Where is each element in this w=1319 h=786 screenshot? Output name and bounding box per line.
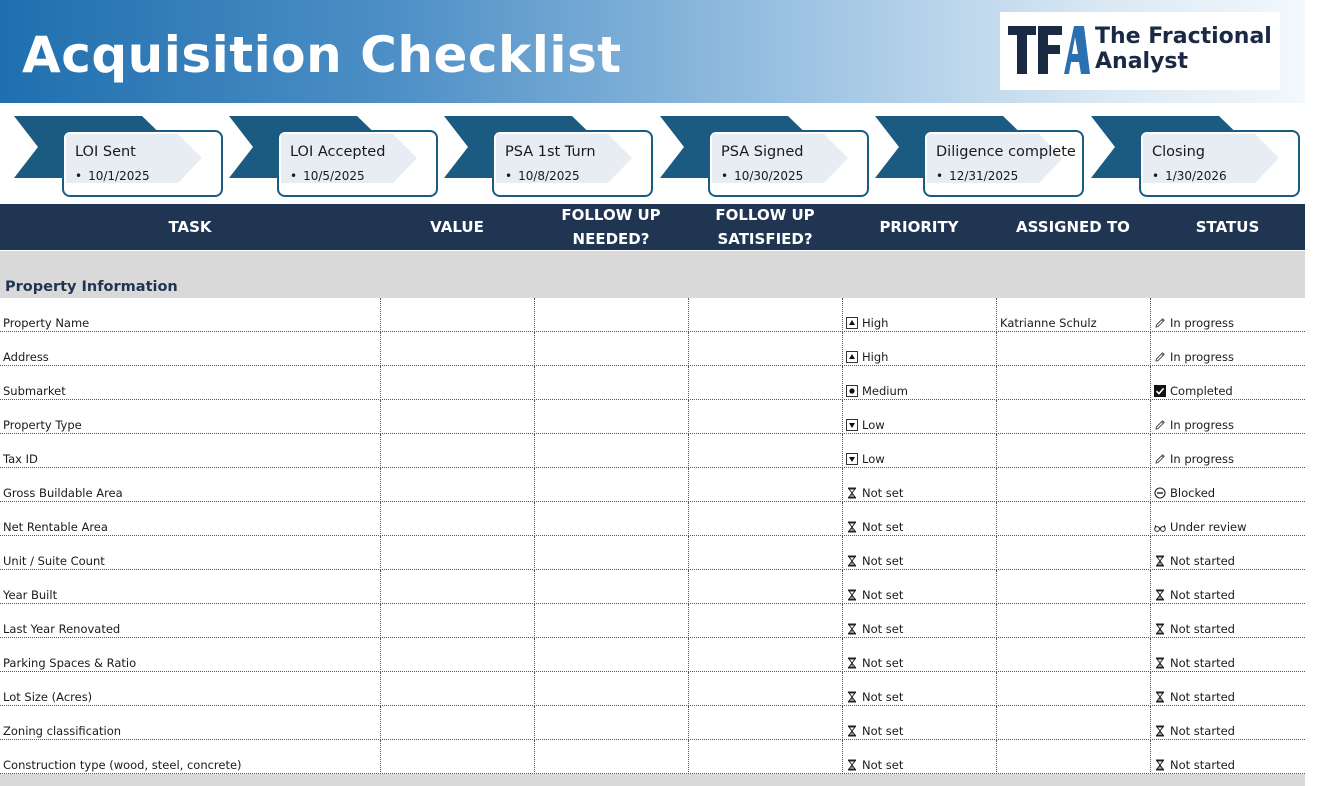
cell-followup-needed[interactable] (534, 400, 688, 434)
cell-followup-satisfied[interactable] (688, 672, 842, 706)
cell-task[interactable] (0, 502, 380, 536)
cell-text (1154, 350, 1234, 364)
column-header-line: NEEDED? (572, 230, 650, 248)
cell-text (846, 316, 888, 330)
hourglass-icon (846, 725, 858, 737)
cell-text (846, 690, 903, 704)
cell-value[interactable] (380, 706, 534, 740)
cell-text (846, 520, 903, 534)
cell-value: Property Name (3, 316, 90, 330)
table-row (0, 468, 1305, 502)
cell-task[interactable] (0, 332, 380, 366)
cell-priority[interactable] (842, 298, 996, 332)
cell-followup-needed[interactable] (534, 672, 688, 706)
milestone-label: LOI Accepted (290, 144, 386, 160)
cell-value: Gross Buildable Area (3, 486, 123, 500)
hourglass-icon (846, 623, 858, 635)
hourglass-icon (1154, 589, 1166, 601)
cell-followup-satisfied[interactable] (688, 502, 842, 536)
column-header-task[interactable]: TASK (168, 218, 212, 236)
cell-value: Not started (1170, 690, 1235, 704)
column-header-priority[interactable]: PRIORITY (879, 218, 959, 236)
cell-followup-satisfied[interactable] (688, 740, 842, 774)
cell-text (846, 350, 888, 364)
column-header-assigned-to[interactable]: ASSIGNED TO (1016, 218, 1130, 236)
cell-text (3, 588, 57, 602)
hourglass-icon (846, 555, 858, 567)
milestone-date: • 10/8/2025 (505, 169, 580, 183)
cell-status[interactable] (1150, 672, 1305, 706)
cell-value[interactable] (380, 468, 534, 502)
hourglass-icon (846, 521, 858, 533)
cell-text (1154, 418, 1234, 432)
cell-value: Blocked (1170, 486, 1216, 500)
cell-text (846, 486, 903, 500)
cell-value: Submarket (3, 384, 66, 398)
cell-followup-needed[interactable] (534, 434, 688, 468)
cell-value: In progress (1170, 452, 1234, 466)
milestone-closing (1077, 110, 1292, 202)
cell-text (3, 724, 121, 738)
cell-followup-needed[interactable] (534, 536, 688, 570)
cell-value: Not started (1170, 622, 1235, 636)
cell-status[interactable] (1150, 536, 1305, 570)
cell-assigned[interactable] (996, 740, 1150, 774)
cell-value: Under review (1170, 520, 1247, 534)
cell-priority[interactable] (842, 400, 996, 434)
cell-assigned[interactable] (996, 604, 1150, 638)
cell-status[interactable] (1150, 740, 1305, 774)
cell-followup-satisfied[interactable] (688, 366, 842, 400)
cell-followup-satisfied[interactable] (688, 434, 842, 468)
cell-text (846, 758, 903, 772)
cell-text (1154, 758, 1235, 772)
table-row (0, 434, 1305, 468)
hourglass-icon (1154, 725, 1166, 737)
milestone-card (62, 130, 223, 197)
glasses-icon (1154, 522, 1166, 534)
cell-priority[interactable] (842, 672, 996, 706)
cell-value[interactable] (380, 740, 534, 774)
hourglass-icon (846, 589, 858, 601)
milestone-label: PSA Signed (721, 144, 804, 160)
cell-priority[interactable] (842, 502, 996, 536)
table-row (0, 740, 1305, 774)
column-header-line: FOLLOW UP (561, 206, 661, 224)
cell-status[interactable] (1150, 400, 1305, 434)
cell-assigned[interactable] (996, 536, 1150, 570)
milestone-psa-1st-turn (430, 110, 645, 202)
hourglass-icon (846, 691, 858, 703)
cell-text (3, 350, 49, 364)
cell-text (1154, 588, 1235, 602)
cell-text (1154, 690, 1235, 704)
cell-followup-needed[interactable] (534, 740, 688, 774)
table-row (0, 400, 1305, 434)
cell-followup-satisfied[interactable] (688, 706, 842, 740)
column-header-line: SATISFIED? (717, 230, 813, 248)
cell-value: Not started (1170, 724, 1235, 738)
cell-task[interactable] (0, 672, 380, 706)
cell-value: Construction type (wood, steel, concrete) (3, 758, 242, 772)
cell-followup-satisfied[interactable] (688, 570, 842, 604)
table-row (0, 672, 1305, 706)
cell-status[interactable] (1150, 434, 1305, 468)
cell-text (1154, 486, 1215, 500)
cell-priority[interactable] (842, 706, 996, 740)
cell-text (1000, 316, 1097, 330)
column-header-line: FOLLOW UP (715, 206, 815, 224)
cell-value: Not set (862, 554, 904, 568)
pencil-icon (1154, 453, 1166, 465)
cell-text (3, 418, 82, 432)
cell-text (3, 520, 108, 534)
hourglass-icon (846, 759, 858, 771)
cell-value[interactable] (380, 434, 534, 468)
hourglass-icon (846, 657, 858, 669)
cell-priority[interactable] (842, 604, 996, 638)
checkbox-icon (1154, 385, 1166, 397)
cell-priority[interactable] (842, 332, 996, 366)
cell-followup-satisfied[interactable] (688, 536, 842, 570)
cell-text (3, 758, 242, 772)
cell-value: Not set (862, 486, 904, 500)
cell-value: Completed (1170, 384, 1233, 398)
hourglass-icon (846, 487, 858, 499)
cell-followup-satisfied[interactable] (688, 468, 842, 502)
logo-line-1: The Fractional (1095, 24, 1272, 49)
cell-assigned[interactable] (996, 570, 1150, 604)
cell-status[interactable] (1150, 332, 1305, 366)
milestone-label: LOI Sent (75, 144, 136, 160)
cell-value: Katrianne Schulz (1000, 316, 1097, 330)
cell-value: Not set (862, 588, 904, 602)
cell-followup-needed[interactable] (534, 570, 688, 604)
cell-text (3, 384, 66, 398)
cell-text (1154, 554, 1235, 568)
cell-value: High (862, 350, 889, 364)
milestone-loi-accepted (215, 110, 430, 202)
cell-assigned[interactable] (996, 434, 1150, 468)
cell-text (1154, 656, 1235, 670)
cell-priority[interactable] (842, 740, 996, 774)
cell-followup-satisfied[interactable] (688, 400, 842, 434)
cell-value: Not set (862, 656, 904, 670)
hourglass-icon (1154, 691, 1166, 703)
cell-task[interactable] (0, 638, 380, 672)
cell-text (846, 452, 885, 466)
cell-followup-satisfied[interactable] (688, 638, 842, 672)
cell-value[interactable] (380, 570, 534, 604)
hourglass-icon (1154, 759, 1166, 771)
cell-followup-needed[interactable] (534, 298, 688, 332)
milestone-date: • 10/5/2025 (290, 169, 365, 183)
cell-status[interactable] (1150, 570, 1305, 604)
milestone-card (708, 130, 869, 197)
table-header (0, 204, 1305, 250)
milestone-date: • 1/30/2026 (1152, 169, 1227, 183)
cell-value: In progress (1170, 418, 1234, 432)
table-row (0, 706, 1305, 740)
milestone-diligence-complete (861, 110, 1076, 202)
section-header (0, 251, 1305, 298)
milestone-timeline (0, 110, 1305, 202)
cell-assigned[interactable] (996, 468, 1150, 502)
cell-assigned[interactable] (996, 298, 1150, 332)
cell-priority[interactable] (842, 434, 996, 468)
column-header-value[interactable]: VALUE (430, 218, 484, 236)
cell-value[interactable] (380, 502, 534, 536)
cell-value: Unit / Suite Count (3, 554, 105, 568)
cell-value: Medium (862, 384, 908, 398)
cell-value: In progress (1170, 316, 1234, 330)
logo-line-2: Analyst (1095, 49, 1189, 74)
cell-task[interactable] (0, 740, 380, 774)
section-title[interactable]: Property Information (5, 279, 178, 295)
table-row (0, 502, 1305, 536)
cell-text (3, 690, 92, 704)
arrow-down-icon (846, 453, 858, 465)
cell-followup-needed[interactable] (534, 502, 688, 536)
cell-text (846, 418, 885, 432)
cell-priority[interactable] (842, 570, 996, 604)
cell-text (1154, 452, 1234, 466)
dot-icon (846, 385, 858, 397)
title-banner (0, 0, 1305, 103)
cell-value: Address (3, 350, 49, 364)
cell-assigned[interactable] (996, 672, 1150, 706)
cell-assigned[interactable] (996, 706, 1150, 740)
cell-task[interactable] (0, 434, 380, 468)
cell-followup-needed[interactable] (534, 604, 688, 638)
milestone-loi-sent (0, 110, 215, 202)
table-row (0, 298, 1305, 332)
cell-value: Net Rentable Area (3, 520, 108, 534)
tfa-logo-icon (1006, 24, 1090, 76)
column-header-followup-needed[interactable] (534, 204, 688, 250)
milestone-card (1139, 130, 1300, 197)
cell-value[interactable] (380, 604, 534, 638)
pencil-icon (1154, 419, 1166, 431)
blocked-icon (1154, 487, 1166, 499)
cell-text (3, 656, 136, 670)
cell-text (1154, 622, 1235, 636)
cell-followup-needed[interactable] (534, 638, 688, 672)
cell-value[interactable] (380, 298, 534, 332)
milestone-card (923, 130, 1084, 197)
milestone-psa-signed (646, 110, 861, 202)
cell-value[interactable] (380, 400, 534, 434)
cell-priority[interactable] (842, 468, 996, 502)
cell-value: Year Built (3, 588, 58, 602)
cell-status[interactable] (1150, 502, 1305, 536)
next-section-strip (0, 774, 1305, 786)
cell-followup-satisfied[interactable] (688, 604, 842, 638)
milestone-label: PSA 1st Turn (505, 144, 596, 160)
milestone-label: Diligence complete (936, 144, 1076, 160)
table-row (0, 570, 1305, 604)
milestone-card (492, 130, 653, 197)
milestone-label: Closing (1152, 144, 1206, 160)
cell-assigned[interactable] (996, 332, 1150, 366)
cell-value: Property Type (3, 418, 82, 432)
cell-value: Not set (862, 758, 904, 772)
table-row (0, 332, 1305, 366)
cell-value[interactable] (380, 638, 534, 672)
hourglass-icon (1154, 623, 1166, 635)
arrow-up-icon (846, 351, 858, 363)
pencil-icon (1154, 317, 1166, 329)
cell-followup-satisfied[interactable] (688, 332, 842, 366)
cell-value: Zoning classification (3, 724, 122, 738)
cell-text (846, 588, 903, 602)
page-title: Acquisition Checklist (22, 26, 622, 84)
cell-value: In progress (1170, 350, 1234, 364)
cell-priority[interactable] (842, 536, 996, 570)
pencil-icon (1154, 351, 1166, 363)
cell-status[interactable] (1150, 604, 1305, 638)
cell-status[interactable] (1150, 638, 1305, 672)
table-row (0, 536, 1305, 570)
cell-assigned[interactable] (996, 502, 1150, 536)
cell-followup-needed[interactable] (534, 706, 688, 740)
milestone-date: • 10/30/2025 (721, 169, 803, 183)
checklist-rows (0, 298, 1305, 774)
cell-status[interactable] (1150, 298, 1305, 332)
cell-text (846, 622, 903, 636)
cell-text (846, 554, 903, 568)
cell-priority[interactable] (842, 366, 996, 400)
cell-task[interactable] (0, 298, 380, 332)
hourglass-icon (1154, 555, 1166, 567)
column-header-followup-satisfied[interactable] (688, 204, 842, 250)
cell-status[interactable] (1150, 366, 1305, 400)
cell-text (1154, 520, 1247, 534)
cell-value: Not started (1170, 554, 1235, 568)
cell-text (1154, 316, 1234, 330)
cell-text (3, 622, 120, 636)
cell-followup-needed[interactable] (534, 468, 688, 502)
arrow-up-icon (846, 317, 858, 329)
company-logo (1000, 12, 1280, 90)
cell-value: Not started (1170, 758, 1235, 772)
cell-value: Low (862, 452, 885, 466)
cell-value: Parking Spaces & Ratio (3, 656, 137, 670)
cell-task[interactable] (0, 570, 380, 604)
cell-value: Low (862, 418, 885, 432)
cell-value[interactable] (380, 366, 534, 400)
cell-value: Lot Size (Acres) (3, 690, 93, 704)
table-row (0, 638, 1305, 672)
cell-task[interactable] (0, 604, 380, 638)
cell-status[interactable] (1150, 706, 1305, 740)
cell-text (3, 486, 123, 500)
cell-value: Not set (862, 724, 904, 738)
milestone-card (277, 130, 438, 197)
cell-assigned[interactable] (996, 400, 1150, 434)
cell-value: Not set (862, 520, 904, 534)
milestone-date: • 10/1/2025 (75, 169, 150, 183)
cell-assigned[interactable] (996, 638, 1150, 672)
cell-value[interactable] (380, 672, 534, 706)
hourglass-icon (1154, 657, 1166, 669)
cell-value: High (862, 316, 889, 330)
cell-task[interactable] (0, 468, 380, 502)
cell-followup-needed[interactable] (534, 366, 688, 400)
table-row (0, 604, 1305, 638)
cell-value[interactable] (380, 332, 534, 366)
cell-status[interactable] (1150, 468, 1305, 502)
cell-value: Not set (862, 622, 904, 636)
cell-task[interactable] (0, 536, 380, 570)
cell-task[interactable] (0, 706, 380, 740)
cell-value: Not started (1170, 656, 1235, 670)
cell-value: Tax ID (3, 452, 38, 466)
cell-value: Not set (862, 690, 904, 704)
cell-text (3, 452, 38, 466)
cell-text (1154, 384, 1233, 398)
arrow-down-icon (846, 419, 858, 431)
cell-task[interactable] (0, 366, 380, 400)
cell-priority[interactable] (842, 638, 996, 672)
cell-text (846, 724, 903, 738)
cell-value: Last Year Renovated (3, 622, 121, 636)
table-row (0, 366, 1305, 400)
cell-followup-needed[interactable] (534, 332, 688, 366)
cell-task[interactable] (0, 400, 380, 434)
cell-text (846, 384, 908, 398)
milestone-date: • 12/31/2025 (936, 169, 1018, 183)
cell-text (3, 316, 89, 330)
cell-value[interactable] (380, 536, 534, 570)
cell-followup-satisfied[interactable] (688, 298, 842, 332)
cell-text (1154, 724, 1235, 738)
cell-text (846, 656, 903, 670)
column-header-status[interactable]: STATUS (1195, 218, 1260, 236)
logo-wordmark (1095, 24, 1272, 74)
cell-assigned[interactable] (996, 366, 1150, 400)
cell-text (3, 554, 105, 568)
cell-value: Not started (1170, 588, 1235, 602)
